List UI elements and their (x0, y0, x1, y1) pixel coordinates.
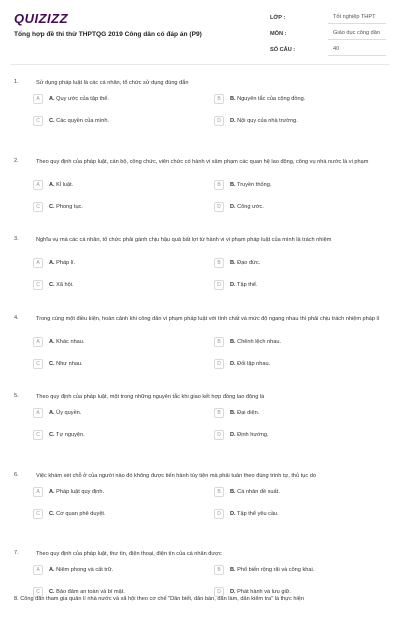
option-letter-box: C (33, 280, 43, 290)
question-8-partial: 8. Công dân tham gia quản lí nhà nước và xã hội theo cơ chế "Dân biết, dân bàn, dân làm, dân kiểm tra" là thực hiện (14, 596, 304, 601)
meta-value: Giáo dục công dân (328, 28, 386, 40)
answer-option-b[interactable] (214, 94, 364, 106)
question-text: Việc khám xét chỗ ở của người nào đó không được tiến hành tùy tiện mà phải tuân theo đúng trình tự, thủ tục do (36, 472, 316, 479)
option-text: Cơ quan phê duyệt. (56, 510, 106, 517)
meta-row-class (270, 12, 388, 28)
option-label: B. (230, 96, 236, 102)
question-number: 3. (14, 236, 19, 242)
answer-option-a[interactable] (33, 565, 183, 577)
option-label: A. (49, 410, 55, 416)
option-letter-box: C (33, 509, 43, 519)
answer-option-d[interactable] (214, 430, 364, 442)
option-text: Quy ước của tập thể. (56, 96, 109, 102)
question-item (0, 547, 400, 626)
option-text: Đối lập nhau. (237, 360, 271, 367)
answer-option-c[interactable] (33, 280, 183, 292)
question-item (0, 469, 400, 548)
option-text: Tập thể yêu cầu. (237, 510, 279, 517)
meta-key: SỐ CÂU : (270, 47, 296, 53)
option-text: Pháp lí. (56, 260, 76, 266)
answer-option-a[interactable] (33, 258, 183, 270)
option-letter-box: A (33, 487, 43, 497)
option-label: D. (230, 589, 236, 595)
worksheet-title: Tổng hợp đề thi thử THPTQG 2019 Công dân có đáp án (P9) (14, 31, 202, 38)
answer-option-c[interactable] (33, 359, 183, 371)
option-label: B. (230, 488, 236, 495)
question-text: Theo quy định của pháp luật, cán bộ, công chức, viên chức có hành vi xâm phạm các quan hệ lao động, công vụ nhà nước là vi phạm (36, 158, 369, 165)
option-text: Bảo đảm an toàn và bí mật. (56, 589, 125, 595)
answer-option-d[interactable] (214, 509, 364, 521)
option-label: A. (49, 96, 55, 102)
option-label: C. (49, 589, 55, 595)
answer-option-d[interactable] (214, 280, 364, 292)
option-text: Chênh lệch nhau. (237, 338, 282, 345)
meta-row-count (270, 44, 388, 60)
option-label: A. (49, 488, 55, 495)
answer-option-b[interactable] (214, 565, 364, 577)
option-letter-box: D (214, 430, 224, 440)
question-list (0, 76, 400, 626)
option-text: Cá nhân đề xuất. (237, 488, 280, 495)
answer-option-a[interactable] (33, 487, 183, 499)
option-label: A. (49, 567, 55, 573)
option-text: Truyền thống. (237, 181, 272, 188)
answer-option-b[interactable] (214, 258, 364, 270)
option-label: A. (49, 181, 55, 188)
option-label: B. (230, 567, 236, 573)
option-label: C. (49, 118, 55, 124)
answer-option-c[interactable] (33, 202, 183, 214)
meta-row-subject (270, 28, 388, 44)
option-letter-box: D (214, 509, 224, 519)
option-letter-box: B (214, 408, 224, 418)
option-letter-box: D (214, 202, 224, 212)
option-label: D. (230, 510, 236, 517)
question-text: Nghĩa vụ mà các cá nhân, tổ chức phải gánh chịu hậu quả bất lợi từ hành vi vi phạm pháp luật của mình là trách nhiệm (36, 237, 332, 243)
question-text: Theo quy định của pháp luật, thư tín, điện thoại, điện tín của cá nhân được (36, 551, 222, 557)
option-letter-box: B (214, 565, 224, 575)
option-letter-box: A (33, 180, 43, 190)
option-letter-box: B (214, 487, 224, 497)
answer-option-a[interactable] (33, 408, 183, 420)
answer-option-b[interactable] (214, 408, 364, 420)
option-letter-box: B (214, 180, 224, 190)
option-label: C. (49, 510, 55, 517)
option-label: B. (230, 181, 236, 188)
meta-value: 40 (328, 44, 386, 56)
answer-option-a[interactable] (33, 337, 183, 349)
option-text: Nguyên tắc của cộng đồng. (237, 96, 306, 102)
option-text: Đại diện. (237, 410, 260, 416)
option-letter-box: C (33, 116, 43, 126)
option-label: D. (230, 282, 236, 288)
question-item (0, 155, 400, 234)
option-label: B. (230, 338, 236, 345)
meta-key: LỚP : (270, 15, 286, 21)
option-label: C. (49, 282, 55, 288)
option-letter-box: A (33, 94, 43, 104)
option-label: B. (230, 410, 236, 416)
answer-option-d[interactable] (214, 202, 364, 214)
option-letter-box: B (214, 94, 224, 104)
answer-option-a[interactable] (33, 94, 183, 106)
option-letter-box: B (214, 337, 224, 347)
option-label: A. (49, 260, 55, 266)
option-label: C. (49, 203, 55, 210)
option-text: Các quyền của mình. (56, 118, 110, 124)
option-text: Đạo đức. (237, 260, 261, 266)
question-item (0, 390, 400, 469)
option-text: Nội quy của nhà trường. (237, 118, 298, 124)
option-letter-box: C (33, 587, 43, 597)
option-letter-box: A (33, 565, 43, 575)
option-letter-box: A (33, 337, 43, 347)
answer-option-c[interactable] (33, 116, 183, 128)
option-letter-box: D (214, 587, 224, 597)
question-number: 5. (14, 393, 19, 399)
option-text: Tập thể. (237, 282, 258, 288)
question-text: Theo quy định của pháp luật, một trong những nguyên tắc khi giao kết hợp đồng lao động là (36, 394, 265, 400)
option-text: Tự nguyện. (56, 432, 85, 438)
option-text: Phổ biến rộng rãi và công khai. (237, 567, 315, 573)
option-text: Công ước. (237, 203, 264, 210)
quizizz-logo: QUIZIZZ (14, 11, 69, 26)
option-text: Như nhau. (56, 360, 83, 367)
option-letter-box: D (214, 280, 224, 290)
option-label: D. (230, 118, 236, 124)
option-label: D. (230, 360, 236, 367)
question-item (0, 233, 400, 312)
option-letter-box: C (33, 430, 43, 440)
question-text: Sử dụng pháp luật là các cá nhân, tổ chức sử dụng đúng đắn (36, 80, 189, 86)
option-text: Định hướng. (237, 432, 269, 438)
question-number: 1. (14, 79, 19, 85)
option-label: B. (230, 260, 236, 266)
question-number: 4. (14, 314, 19, 321)
option-letter-box: C (33, 359, 43, 369)
option-letter-box: D (214, 359, 224, 369)
answer-option-b[interactable] (214, 337, 364, 349)
question-number: 6. (14, 471, 19, 478)
option-text: Niêm phong và cất trữ. (56, 567, 114, 573)
meta-key: MÔN : (270, 31, 287, 37)
option-text: Kỉ luật. (56, 181, 74, 188)
option-label: D. (230, 203, 236, 210)
option-text: Pháp luật quy định. (56, 488, 105, 495)
option-label: D. (230, 432, 236, 438)
question-text: Trong cùng một điều kiện, hoàn cảnh khi công dân vi phạm pháp luật với tính chất và mức độ ngang nhau thì phải chịu trách nhiệm pháp lí (36, 315, 380, 322)
option-text: Phát hành và lưu giữ. (237, 589, 291, 595)
answer-option-c[interactable] (33, 509, 183, 521)
question-item (0, 312, 400, 391)
question-item (0, 76, 400, 155)
answer-option-a[interactable] (33, 180, 183, 192)
answer-option-b[interactable] (214, 487, 364, 499)
option-label: A. (49, 338, 55, 345)
meta-value: Tốt nghiệp THPT (328, 12, 386, 24)
answer-option-d[interactable] (214, 359, 364, 371)
header-divider (10, 64, 390, 65)
option-text: Khác nhau. (56, 338, 85, 345)
answer-option-d[interactable] (214, 116, 364, 128)
worksheet-meta (270, 12, 388, 60)
answer-option-b[interactable] (214, 180, 364, 192)
option-text: Ủy quyền. (56, 410, 82, 416)
option-label: C. (49, 432, 55, 438)
option-label: C. (49, 360, 55, 367)
question-number: 2. (14, 157, 19, 164)
answer-option-c[interactable] (33, 430, 183, 442)
option-letter-box: B (214, 258, 224, 268)
option-text: Xã hội. (56, 282, 74, 288)
option-letter-box: D (214, 116, 224, 126)
option-text: Phong tục. (56, 203, 83, 210)
option-letter-box: C (33, 202, 43, 212)
option-letter-box: A (33, 258, 43, 268)
question-number: 7. (14, 550, 19, 556)
option-letter-box: A (33, 408, 43, 418)
worksheet-header (0, 0, 400, 62)
